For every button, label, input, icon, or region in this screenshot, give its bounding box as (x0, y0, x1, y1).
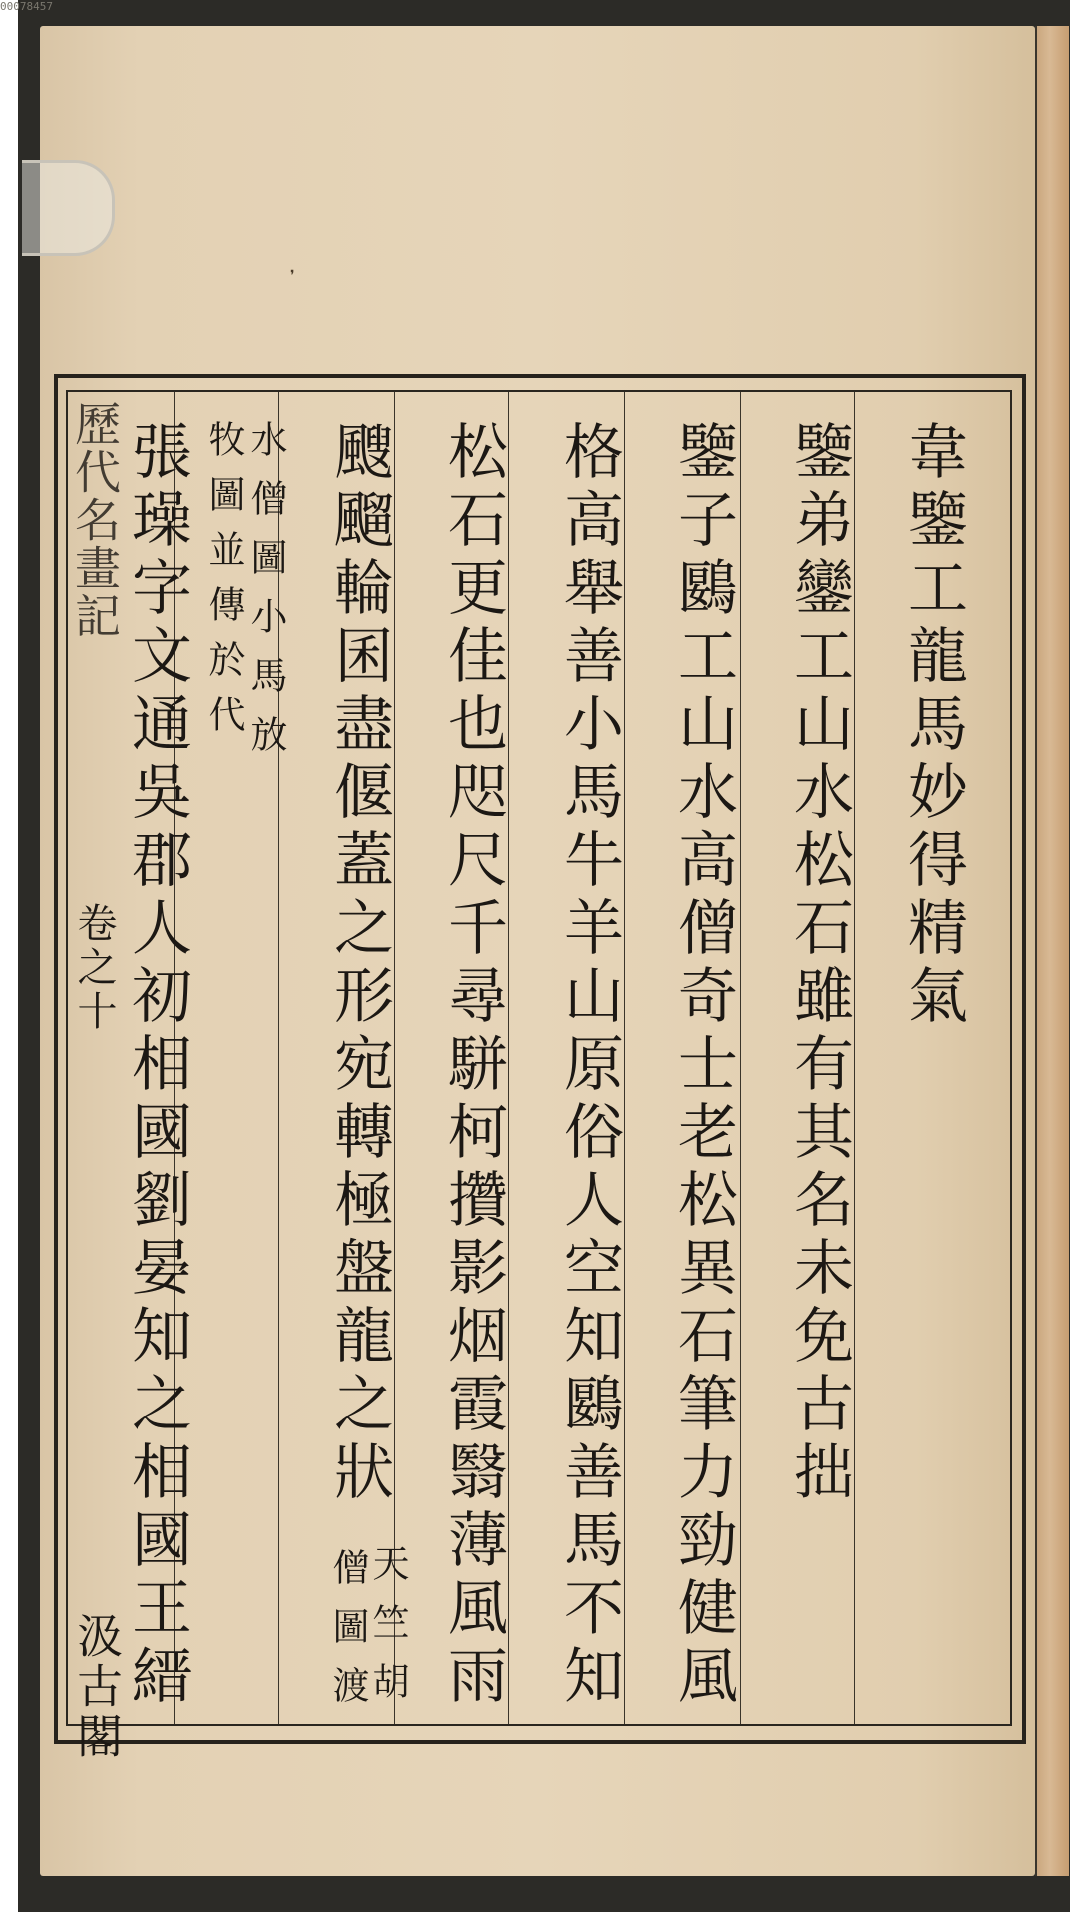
annotation-left: 僧圖渡 (326, 1548, 369, 1725)
scan-id-label: 00078457 (0, 0, 53, 13)
text-frame-inner (66, 390, 1012, 1762)
text-column-3: 鑒子鶠工山水高僧奇士老松異石筆力勁健風 (668, 420, 738, 1712)
book-title-ear: 歷代名畫記 (68, 400, 122, 640)
annotation-left: 牧圖並傳於代 (202, 420, 245, 750)
text-column-5: 松石更佳也咫尺千尋駢柯攢影烟霞翳薄風雨 (438, 420, 508, 1712)
text-column-4: 格高舉善小馬牛羊山原俗人空知鶠善馬不知 (554, 420, 624, 1712)
text-column-2: 鑒弟鑾工山水松石雖有其名未免古拙 (784, 420, 854, 1508)
ink-speck: ❜ (290, 268, 295, 284)
text-column-8: 張璪字文通吳郡人初相國劉晏知之相國王縉 (122, 420, 192, 1712)
text-column-6: 颼飀輪囷盡偃蓋之形宛轉極盤龍之狀 (324, 420, 394, 1508)
binder-clip (22, 160, 115, 256)
annotation-right: 水僧圖小馬放 (244, 420, 287, 774)
publisher-label: 汲古閣 (70, 1612, 124, 1762)
annotation-right: 天竺胡 (366, 1544, 409, 1721)
text-frame (54, 374, 1026, 1762)
volume-label: 卷之十 (71, 902, 117, 1034)
text-column-1: 韋鑒工龍馬妙得精氣 (898, 420, 968, 1032)
page-edge (1035, 26, 1069, 1876)
